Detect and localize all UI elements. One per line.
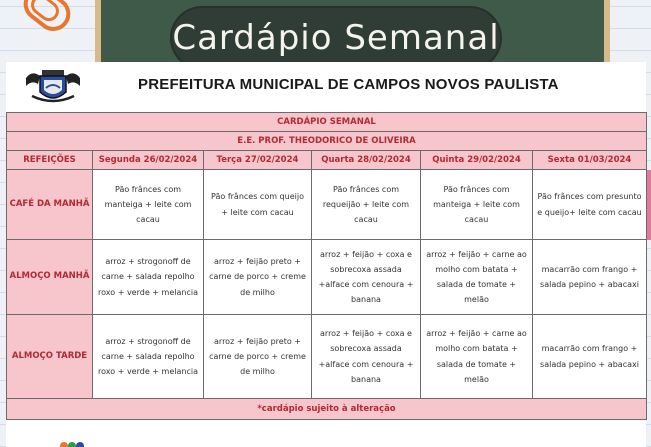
meal-label: ALMOÇO TARDE <box>7 315 93 399</box>
banner-title: Cardápio Semanal <box>172 8 500 68</box>
column-header-thursday: Quinta 29/02/2024 <box>421 151 533 170</box>
footnote-row <box>7 399 647 420</box>
table-row <box>7 170 647 240</box>
menu-cell: Pão frânces com manteiga + leite com cacau <box>93 170 204 240</box>
column-header-row <box>7 151 647 170</box>
document-header <box>6 62 646 112</box>
school-row <box>7 132 647 151</box>
menu-cell: arroz + feijão + coxa e sobrecoxa assada +alface com cenoura + banana <box>312 315 421 399</box>
menu-cell: arroz + feijão preto + carne de porco + creme de milho <box>204 315 312 399</box>
column-header-monday: Segunda 26/02/2024 <box>93 151 204 170</box>
menu-cell: arroz + feijão + carne ao molho com batata + salada de tomate + melão <box>421 315 533 399</box>
menu-cell: arroz + feijão preto + carne de porco + creme de milho <box>204 240 312 315</box>
menu-cell: macarrão com frango + salada pepino + abacaxi <box>533 240 647 315</box>
organization-name: PREFEITURA MUNICIPAL DE CAMPOS NOVOS PAULISTA <box>138 76 559 93</box>
menu-cell: macarrão com frango + salada pepino + abacaxi <box>533 315 647 399</box>
column-header-wednesday: Quarta 28/02/2024 <box>312 151 421 170</box>
menu-cell: arroz + feijão + coxa e sobrecoxa assada +alface com cenoura + banana <box>312 240 421 315</box>
column-header-tuesday: Terça 27/02/2024 <box>204 151 312 170</box>
menu-cell: arroz + feijão + carne ao molho com batata + salada de tomate + melão <box>421 240 533 315</box>
partial-logo-icon <box>58 438 102 447</box>
column-header-meals: REFEIÇÕES <box>7 151 93 170</box>
school-name: E.E. PROF. THEODORICO DE OLIVEIRA <box>7 132 647 151</box>
footnote: *cardápio sujeito à alteração <box>7 399 647 420</box>
table-row <box>7 315 647 399</box>
table-title-row <box>7 113 647 132</box>
menu-cell: Pão frânces com manteiga + leite com cacau <box>421 170 533 240</box>
municipal-crest-icon <box>22 66 84 108</box>
menu-sheet <box>6 62 646 447</box>
column-header-friday: Sexta 01/03/2024 <box>533 151 647 170</box>
meal-label: CAFÉ DA MANHÃ <box>7 170 93 240</box>
table-row <box>7 240 647 315</box>
menu-cell: arroz + strogonoff de carne + salada repolho roxo + verde + melancia <box>93 240 204 315</box>
table-title: CARDÁPIO SEMANAL <box>7 113 647 132</box>
menu-cell: Pão frânces com requeijão + leite com cacau <box>312 170 421 240</box>
meal-label: ALMOÇO MANHÃ <box>7 240 93 315</box>
menu-cell: arroz + strogonoff de carne + salada repolho roxo + verde + melancia <box>93 315 204 399</box>
menu-table <box>6 112 647 420</box>
menu-cell: Pão frânces com presunto e queijo+ leite com cacau <box>533 170 647 240</box>
menu-cell: Pão frânces com queijo + leite com cacau <box>204 170 312 240</box>
